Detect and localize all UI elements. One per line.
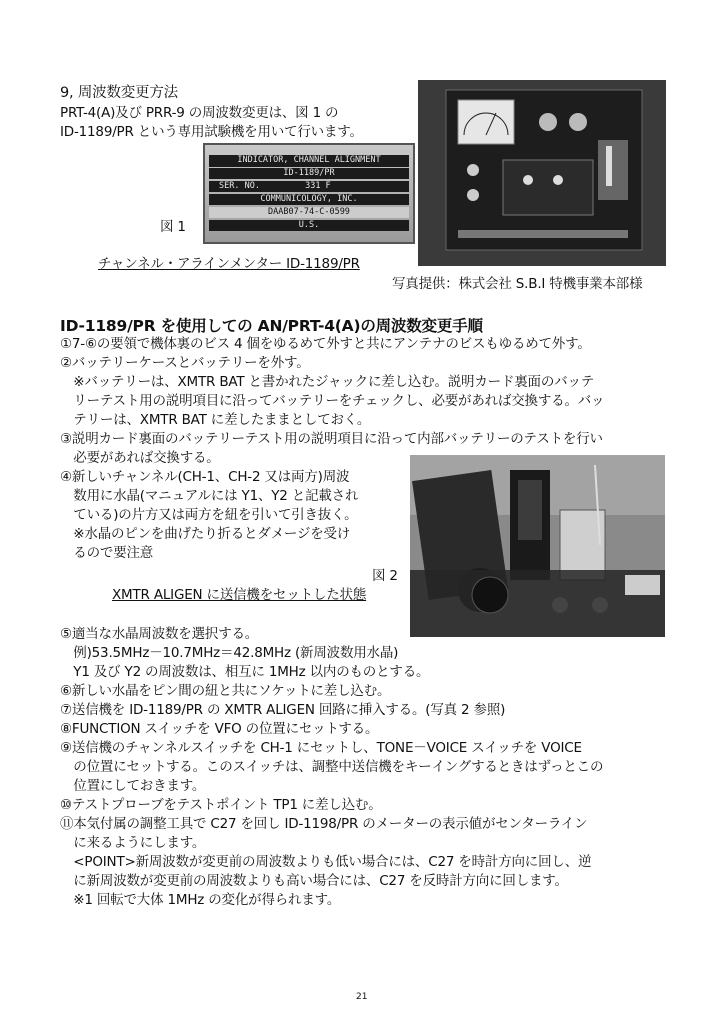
plate-ser-label: SER. NO.	[219, 181, 260, 191]
step-line: ⑨送信機のチャンネルスイッチを CH-1 にセットし、TONE－VOICE スイッチを VOICE	[60, 740, 582, 756]
step-line: 位置にしておきます。	[60, 778, 206, 794]
plate-ser-value: 331 F	[305, 181, 331, 191]
step-line: に来るようにします。	[60, 835, 206, 851]
plate-contract: DAAB07-74-C-0599	[209, 207, 409, 218]
step-line: 必要があれば交換する。	[60, 450, 220, 466]
step-line: ⑤適当な水晶周波数を選択する。	[60, 626, 259, 642]
step-line: テリーは、XMTR BAT に差したままとしておく。	[60, 412, 371, 428]
step-line: <POINT>新周波数が変更前の周波数よりも低い場合には、C27 を時計方向に回し、逆	[60, 854, 592, 870]
step-line: るので要注意	[60, 545, 154, 561]
plate-origin: U.S.	[209, 220, 409, 231]
test-set-photo	[418, 80, 666, 266]
step-line: の位置にセットする。このスイッチは、調整中送信機をキーイングするときはずっとこの	[60, 759, 604, 775]
step-line: ※水晶のピンを曲げたり折るとダメージを受け	[60, 526, 351, 542]
step-line: リーテスト用の説明項目に沿ってバッテリーをチェックし、必要があれば交換する。バッ	[60, 393, 605, 409]
step-line: 例)53.5MHz－10.7MHz＝42.8MHz (新周波数用水晶)	[60, 645, 399, 661]
transmitter-photo	[410, 455, 665, 637]
step-line: ⑧FUNCTION スイッチを VFO の位置にセットする。	[60, 721, 379, 737]
transmitter-illustration	[410, 455, 665, 637]
intro-line-1: PRT-4(A)及び PRR-9 の周波数変更は、図 1 の	[60, 105, 339, 121]
test-set-illustration	[418, 80, 666, 266]
step-line: ①7-⑥の要領で機体裏のビス 4 個をゆるめて外すと共にアンテナのビスもゆるめて外す。	[60, 336, 591, 352]
photo-credit: 写真提供：株式会社 S.B.I 特機事業本部様	[392, 276, 643, 292]
fig1-caption: チャンネル・アラインメンター ID-1189/PR	[98, 256, 360, 272]
step-line: に新周波数が変更前の周波数よりも高い場合には、C27 を反時計方向に回します。	[60, 873, 568, 889]
fig1-label: 図 1	[160, 219, 186, 235]
step-line: 数用に水晶(マニュアルには Y1、Y2 と記載され	[60, 488, 359, 504]
plate-line-2: ID-1189/PR	[209, 168, 409, 179]
step-line: ③説明カード裏面のバッテリーテスト用の説明項目に沿って内部バッテリーのテストを行い	[60, 431, 603, 447]
step-line: ⑥新しい水晶をピン間の紐と共にソケットに差し込む。	[60, 683, 391, 699]
step-line: ⑦送信機を ID-1189/PR の XMTR ALIGEN 回路に挿入する。(写真 2 参照)	[60, 702, 506, 718]
nameplate-photo	[203, 143, 415, 244]
plate-maker: COMMUNICOLOGY, INC.	[209, 194, 409, 205]
step-line: ※バッテリーは、XMTR BAT と書かれたジャックに差し込む。説明カード裏面のバッテ	[60, 374, 595, 390]
page-number: 21	[356, 992, 368, 1002]
procedure-title: ID-1189/PR を使用しての AN/PRT-4(A)の周波数変更手順	[60, 317, 483, 335]
step-line: Y1 及び Y2 の周波数は、相互に 1MHz 以内のものとする。	[60, 664, 430, 680]
fig2-label: 図 2	[372, 568, 398, 584]
step-line: ④新しいチャンネル(CH-1、CH-2 又は両方)周波	[60, 469, 350, 485]
section-title: 9, 周波数変更方法	[60, 85, 178, 101]
step-line: ⑩テストプローブをテストポイント TP1 に差し込む。	[60, 797, 382, 813]
fig2-caption: XMTR ALIGEN に送信機をセットした状態	[112, 587, 367, 603]
plate-line-1: INDICATOR, CHANNEL ALIGNMENT	[209, 155, 409, 167]
step-line: ※1 回転で大体 1MHz の変化が得られます。	[60, 892, 341, 908]
intro-line-2: ID-1189/PR という専用試験機を用いて行います。	[60, 124, 363, 140]
step-line: ⑪本気付属の調整工具で C27 を回し ID-1198/PR のメーターの表示値がセンターライン	[60, 816, 588, 832]
step-line: ている)の片方又は両方を紐を引いて引き抜く。	[60, 507, 358, 523]
step-line: ②バッテリーケースとバッテリーを外す。	[60, 355, 310, 371]
